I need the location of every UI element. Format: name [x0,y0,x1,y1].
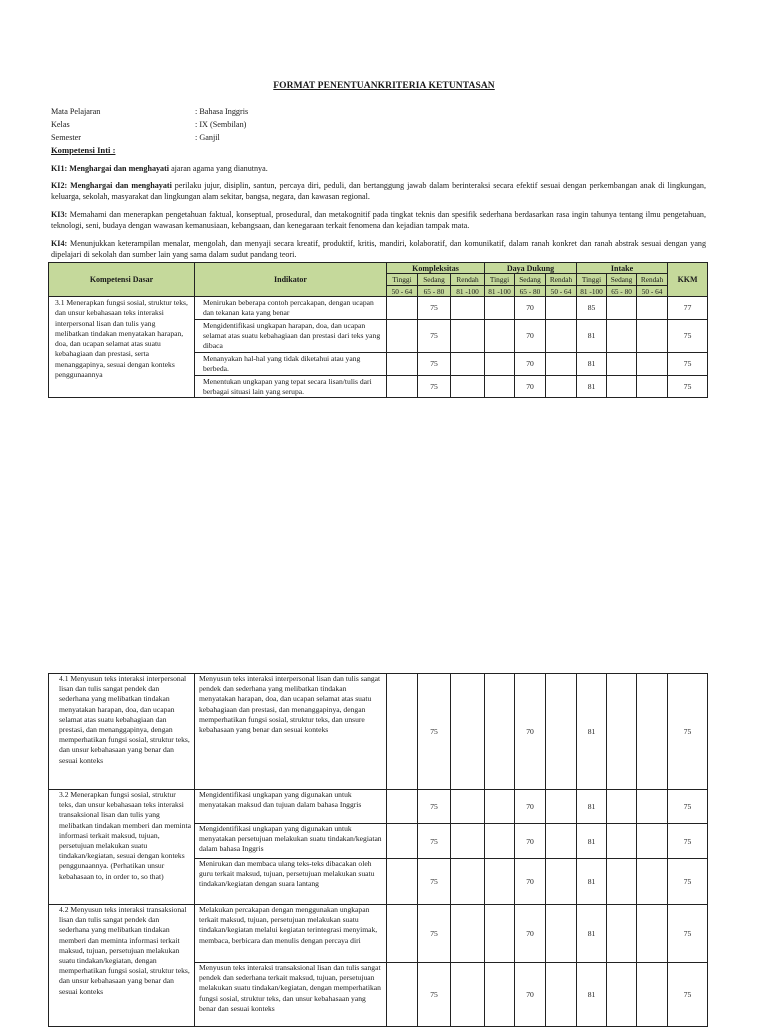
kkm-value: 75 [668,963,708,1027]
header-range: 81 -100 [577,286,607,297]
ki-label: KI2: [51,181,68,190]
header-range: 81 -100 [451,286,485,297]
ki-text: Menunjukkan keterampilan menalar, mengolah, dan menyaji secara kreatif, produktif, kritis, mandiri, kolaboratif, dan komunikatif, dalam ranah konkret dan ranah abstrak sesuai dengan yang dipelajari di sekolah dan sumber lain yang sama dalam sudut pandang teori. [51,239,706,259]
ki-label: KI3: [51,210,68,219]
kd-4-1: 4.1 Menyusun teks interaksi interpersonal lisan dan tulis sangat pendek dan sederhana yang melibatkan tindakan menyatakan harapan, doa, dan ucapan selamat atas suatu kebahagiaan dan prestasi, dan menanggapinya, dengan memperhatikan fungsi sosial, struktur teks, dan unsur kebahasaan yang benar dan sesuai konteks [49,674,195,790]
kd-4-2 [49,905,195,1027]
info-value: : Bahasa Inggris [195,107,249,116]
document-title: FORMAT PENENTUANKRITERIA KETUNTASAN [273,81,495,91]
table-row [49,905,708,963]
table-row [49,790,708,824]
kkm-value: 75 [668,790,708,824]
kkm-table-part2 [48,673,708,1027]
info-value: : IX (Sembilan) [195,120,247,129]
kompleksitas-value: 75 [418,824,451,859]
header-level: Tinggi [387,274,418,286]
table-row [49,674,708,790]
daya-dukung-value: 70 [515,297,546,320]
indikator-cell [195,963,387,1027]
kkm-value: 75 [668,824,708,859]
indikator-cell: Menanyakan hal-hal yang tidak diketahui atau yang berbeda. [195,352,387,375]
indikator-cell: Melakukan percakapan dengan menggunakan ungkapan terkait maksud, tujuan, persetujuan melakukan suatu tindakan/kegiatan melalui kegiatan terintegrasi menyimak, membaca, berbicara dan menulis dengan percaya diri [195,905,387,963]
indikator-cell: Mengidentifikasi ungkapan yang digunakan untuk menyatakan persetujuan melakukan suatu tindakan/kegiatan dalam bahasa Inggris [195,824,387,859]
intake-value: 81 [577,790,607,824]
kompleksitas-value: 75 [418,352,451,375]
kkm-table-part1 [48,262,708,398]
kompleksitas-value: 75 [418,297,451,320]
kkm-value: 75 [668,352,708,375]
indikator-cell: Menentukan ungkapan yang tepat secara lisan/tulis dari berbagai situasi lain yang serupa. [195,375,387,398]
header-range: 50 - 64 [546,286,577,297]
ki1-paragraph [51,163,706,174]
intake-value: 81 [577,352,607,375]
header-range: 65 - 80 [418,286,451,297]
header-range: 65 - 80 [607,286,637,297]
ki4-paragraph [51,238,706,260]
indikator-cell: Mengidentifikasi ungkapan yang digunakan untuk menyatakan maksud dan tujuan dalam bahasa Inggris [195,790,387,824]
kompleksitas-value: 75 [418,905,451,963]
ki-bold-phrase: Menghargai dan menghayati [69,164,170,173]
header-range: 81 -100 [485,286,515,297]
indikator-cell: Menyusun teks interaksi interpersonal lisan dan tulis sangat pendek dan sederhana yang melibatkan tindakan menyatakan harapan, doa, dan ucapan selamat atas suatu kebahagiaan dan prestasi, dan menanggapinya, dengan memperhatikan fungsi sosial, struktur teks, dan unsure kebahasaan yang benar dan sesuai konteks [195,674,387,790]
intake-value: 81 [577,674,607,790]
info-value: : Ganjil [195,133,220,142]
kd-3-2 [49,790,195,905]
ki-label: KI4: [51,239,68,248]
ki2-paragraph [51,180,706,202]
daya-dukung-value: 70 [515,905,546,963]
daya-dukung-value: 70 [515,352,546,375]
intake-value: 81 [577,905,607,963]
kd-3-1: 3.1 Menerapkan fungsi sosial, struktur teks, dan unsur kebahasaan teks interaksi interpersonal lisan dan tulis yang melibatkan tindakan menyatakan harapan, doa, dan ucapan selamat atas suatu kebahagiaan dan prestasi, serta menanggapinya, sesuai dengan konteks penggunaannya [49,297,195,398]
header-kompetensi-dasar: Kompetensi Dasar [49,263,195,297]
indikator-cell: Menirukan beberapa contoh percakapan, dengan ucapan dan tekanan kata yang benar [195,297,387,320]
indikator-cell: Menirukan dan membaca ulang teks-teks dibacakan oleh guru terkait maksud, tujuan, persetujuan melakukan suatu tindakan/kegiatan dengan suara lantang [195,859,387,905]
header-kkm: KKM [668,263,708,297]
kkm-value: 75 [668,674,708,790]
kd-4-2-text: 4.2 Menyusun teks interaksi transaksional lisan dan tulis sangat pendek dan sederhana yang melibatkan tindakan memberi dan meminta informasi terkait maksud, tujuan, persetujuan melakukan suatu tindakan/kegiatan, dengan memperhatikan fungsi sosial, struktur teks, dan unsur kebahasaan yang benar dan sesuai konteks [59,905,190,996]
header-level: Tinggi [577,274,607,286]
daya-dukung-value: 70 [515,674,546,790]
header-level: Sedang [418,274,451,286]
daya-dukung-value: 70 [515,963,546,1027]
kd-3-2-text: 3.2 Menerapkan fungsi sosial, struktur teks, dan unsur kebahasaan teks interaksi transaksional lisan dan tulis yang melibatkan tindakan memberi dan meminta informasi terkait maksud, tujuan, persetujuan melakukan suatu tindakan/kegiatan, sesuai dengan konteks penggunaannya. (Perhatikan unsur kebahasaan to, in order to, so that) [59,790,191,881]
daya-dukung-value: 70 [515,824,546,859]
ki-bold-phrase: Menghargai dan menghayati [70,181,172,190]
table-row [49,297,708,320]
indikator-cell: Mengidentifikasi ungkapan harapan, doa, dan ucapan selamat atas suatu kebahagiaan dan prestasi dari teks yang dibaca [195,319,387,352]
header-level: Rendah [451,274,485,286]
kompleksitas-value: 75 [418,674,451,790]
indikator-text: Menyusun teks interaksi transaksional lisan dan tulis sangat pendek dan sederhana terkait maksud, tujuan, persetujuan melakukan suatu tindakan/kegiatan, dengan memperhatikan fungsi sosial, struktur teks, dan unsur kebahasaan yang benar dan sesuai konteks [199,963,381,1013]
kompleksitas-value: 75 [418,319,451,352]
intake-value: 81 [577,824,607,859]
info-kelas [51,120,246,129]
header-level: Rendah [546,274,577,286]
daya-dukung-value: 70 [515,319,546,352]
kompleksitas-value: 75 [418,375,451,398]
intake-value: 81 [577,319,607,352]
kkm-value: 75 [668,859,708,905]
ki-text: perilaku jujur, disiplin, santun, percaya diri, peduli, dan bertanggung jawab dalam berinteraksi secara efektif sesuai dengan perkembangan anak di lingkungan, keluarga, sekolah, masyarakat dan lingkungan alam sekitar, bangsa, negara, dan kawasan regional. [51,181,706,201]
header-range: 50 - 64 [387,286,418,297]
kompleksitas-value: 75 [418,790,451,824]
kkm-value: 75 [668,905,708,963]
header-kompleksitas: Kompleksitas [387,263,485,274]
ki-text: Memahami dan menerapkan pengetahuan faktual, konseptual, prosedural, dan metakognitif pada tingkat teknis dan spesifik sederhana berdasarkan rasa ingin tahunya tentang ilmu pengetahuan, teknologi, seni, budaya dengan wawasan kemanusiaan, kebangsaan, dan kenegaraan terkait fenomena dan kejadian tampak mata. [51,210,706,230]
header-intake: Intake [577,263,668,274]
ki-text: ajaran agama yang dianutnya. [169,164,268,173]
header-level: Sedang [515,274,546,286]
header-range: 50 - 64 [637,286,668,297]
daya-dukung-value: 70 [515,790,546,824]
kompleksitas-value: 75 [418,859,451,905]
header-level: Sedang [607,274,637,286]
intake-value: 81 [577,859,607,905]
ki-label: KI1: [51,164,68,173]
header-level: Tinggi [485,274,515,286]
kompetensi-inti-heading: Kompetensi Inti : [51,145,116,155]
header-range: 65 - 80 [515,286,546,297]
intake-value: 81 [577,375,607,398]
ki3-paragraph [51,209,706,231]
info-semester [51,133,220,142]
header-daya-dukung: Daya Dukung [485,263,577,274]
header-level: Rendah [637,274,668,286]
daya-dukung-value: 70 [515,375,546,398]
kkm-value: 75 [668,375,708,398]
header-indikator: Indikator [195,263,387,297]
kompleksitas-value: 75 [418,963,451,1027]
intake-value: 81 [577,963,607,1027]
daya-dukung-value: 70 [515,859,546,905]
kkm-value: 77 [668,297,708,320]
intake-value: 85 [577,297,607,320]
info-label: Kelas [51,120,70,129]
info-mata-pelajaran [51,107,248,116]
kkm-value: 75 [668,319,708,352]
info-label: Semester [51,133,82,142]
info-label: Mata Pelajaran [51,107,101,116]
